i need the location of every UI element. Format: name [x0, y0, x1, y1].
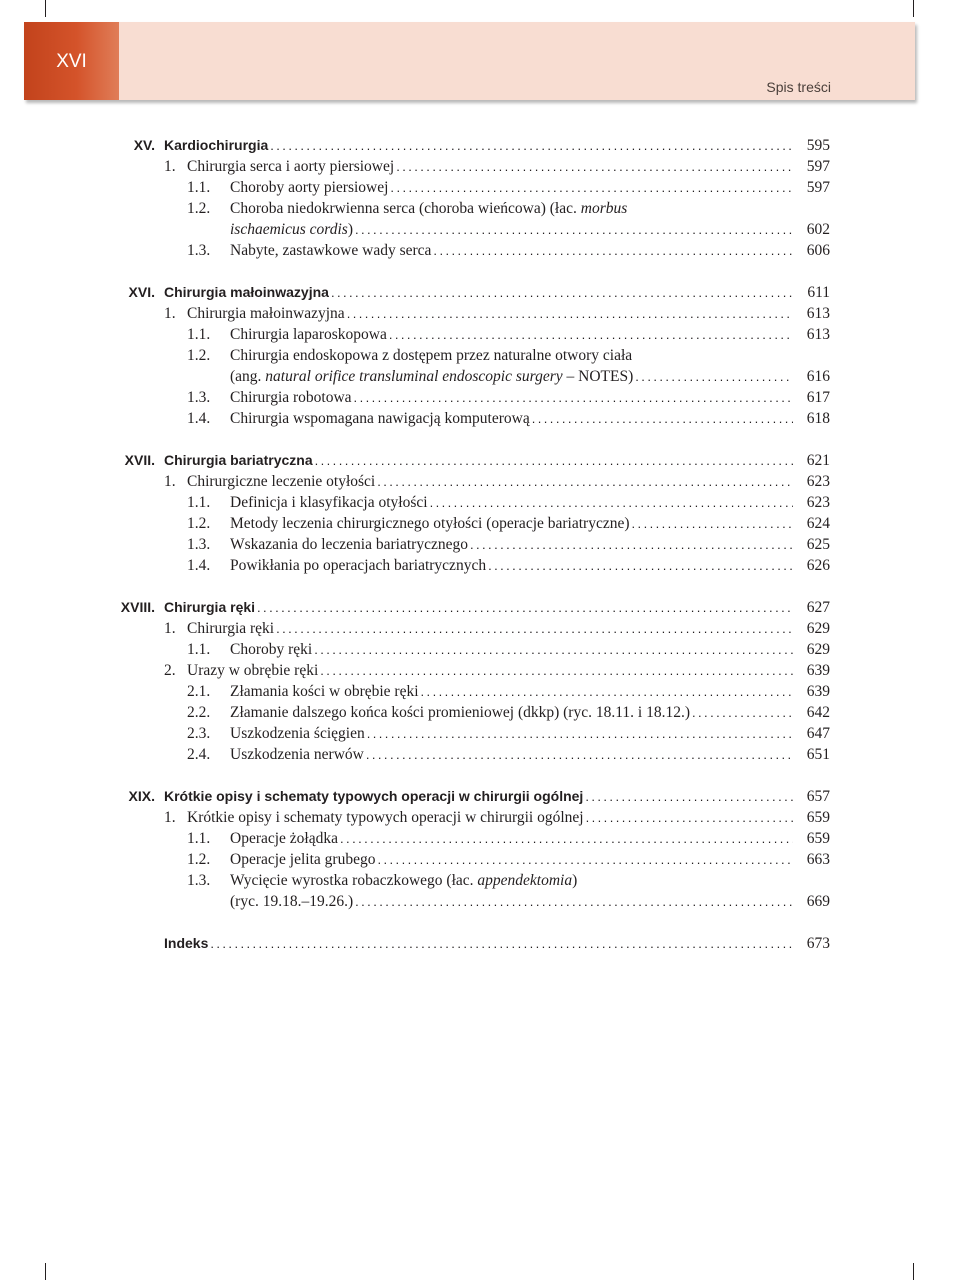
page-ref: 659	[806, 809, 830, 826]
leader-dots	[365, 723, 793, 744]
page-ref: 647	[806, 725, 830, 742]
leader-dots	[329, 282, 793, 303]
toc-subsection[interactable]	[0, 408, 960, 429]
leader-dots	[690, 702, 793, 723]
leader-dots	[630, 513, 793, 534]
leader-dots	[584, 807, 793, 828]
page-ref: 651	[806, 746, 830, 763]
page-ref: 639	[806, 662, 830, 679]
toc-subsection[interactable]	[0, 702, 960, 723]
toc-subsection[interactable]	[0, 492, 960, 513]
leader-dots	[419, 681, 793, 702]
subsection-title: Uszkodzenia ścięgien	[230, 725, 365, 742]
page-ref: 629	[806, 620, 830, 637]
subsection-title: Chirurgia wspomagana nawigacją komputerową	[230, 410, 530, 427]
toc-chapter[interactable]	[0, 135, 960, 156]
page-ref: 623	[806, 494, 830, 511]
page-number: XVI	[56, 51, 87, 72]
section-number: 1.	[164, 305, 176, 322]
chapter-title: Chirurgia małoinwazyjna	[164, 284, 329, 300]
leader-dots	[255, 597, 793, 618]
chapter-title: Chirurgia ręki	[164, 599, 256, 615]
latin-term: morbus	[580, 200, 628, 217]
toc-subsection[interactable]	[0, 849, 960, 870]
page-ref: 642	[806, 704, 830, 721]
page-ref: 597	[806, 158, 830, 175]
chapter-title: Chirurgia bariatryczna	[164, 452, 313, 468]
subsection-number: 1.3.	[187, 872, 211, 889]
subsection-title: Chirurgia robotowa	[230, 389, 352, 406]
subsection-title: Choroby aorty piersiowej	[230, 179, 389, 196]
subsection-number: 2.1.	[187, 683, 211, 700]
subsection-title: Metody leczenia chirurgicznego otyłości (operacje bariatryczne)	[230, 515, 630, 532]
subsection-title: (ang.	[230, 368, 266, 385]
chapter-title: Krótkie opisy i schematy typowych operacji w chirurgii ogólnej	[164, 788, 584, 804]
subsection-title: Chirurgia endoskopowa z dostępem przez naturalne otwory ciała	[230, 347, 633, 364]
page-ref: 626	[806, 557, 830, 574]
subsection-title: Definicja i klasyfikacja otyłości	[230, 494, 428, 511]
toc-section[interactable]	[0, 618, 960, 639]
chapter-number: XVI.	[128, 284, 155, 300]
section-number: 1.	[164, 158, 176, 175]
section-title: Krótkie opisy i schematy typowych operacji w chirurgii ogólnej	[187, 809, 584, 826]
page-ref: 613	[806, 305, 830, 322]
toc-subsection[interactable]	[0, 744, 960, 765]
subsection-title: Operacje żołądka	[230, 830, 339, 847]
leader-dots	[313, 450, 793, 471]
toc-subsection[interactable]	[0, 240, 960, 261]
leader-dots	[268, 135, 793, 156]
leader-dots	[431, 240, 793, 261]
toc-subsection[interactable]	[0, 324, 960, 345]
leader-dots	[375, 471, 793, 492]
toc-section[interactable]	[0, 660, 960, 681]
toc-chapter[interactable]	[0, 450, 960, 471]
subsection-number: 1.2.	[187, 200, 211, 217]
page-ref: 639	[806, 683, 830, 700]
subsection-title: – NOTES)	[562, 368, 634, 385]
toc-subsection[interactable]	[0, 513, 960, 534]
toc-chapter[interactable]	[0, 282, 960, 303]
toc-subsection[interactable]	[0, 723, 960, 744]
leader-dots	[312, 639, 793, 660]
subsection-title: (ryc. 19.18.–19.26.)	[230, 893, 354, 910]
leader-dots	[345, 303, 793, 324]
page-ref: 617	[806, 389, 830, 406]
subsection-number: 1.3.	[187, 242, 211, 259]
leader-dots	[530, 408, 793, 429]
page-ref: 663	[806, 851, 830, 868]
section-title: Urazy w obrębie ręki	[187, 662, 319, 679]
page-ref: 611	[807, 284, 830, 301]
leader-dots	[208, 933, 793, 954]
section-number: 1.	[164, 809, 176, 826]
section-title: Chirurgia małoinwazyjna	[187, 305, 345, 322]
toc-subsection-continued[interactable]	[0, 366, 960, 387]
toc-subsection[interactable]	[0, 177, 960, 198]
subsection-title: Choroba niedokrwienna serca (choroba wieńcowa) (łac.	[230, 200, 581, 217]
page-ref: 613	[806, 326, 830, 343]
subsection-title: Wskazania do leczenia bariatrycznego	[230, 536, 468, 553]
subsection-title: Choroby ręki	[230, 641, 313, 658]
running-title: Spis treści	[766, 79, 831, 95]
page-ref: 669	[806, 893, 830, 910]
leader-dots	[486, 555, 793, 576]
toc-section[interactable]	[0, 303, 960, 324]
section-title: Chirurgia serca i aorty piersiowej	[187, 158, 395, 175]
leader-dots	[375, 849, 793, 870]
subsection-title: Chirurgia laparoskopowa	[230, 326, 387, 343]
chapter-number: XVII.	[124, 452, 155, 468]
page-ref: 659	[806, 830, 830, 847]
leader-dots	[633, 366, 793, 387]
toc-subsection[interactable]	[0, 555, 960, 576]
subsection-number: 1.1.	[187, 326, 211, 343]
subsection-title: Nabyte, zastawkowe wady serca	[230, 242, 432, 259]
page-ref: 673	[806, 935, 830, 952]
toc-chapter[interactable]	[0, 786, 960, 807]
subsection-number: 2.2.	[187, 704, 211, 721]
subsection-number: 1.2.	[187, 347, 211, 364]
leader-dots	[364, 744, 793, 765]
leader-dots	[468, 534, 793, 555]
subsection-number: 2.3.	[187, 725, 211, 742]
page-ref: 629	[806, 641, 830, 658]
toc-subsection[interactable]	[0, 387, 960, 408]
section-title: Chirurgia ręki	[187, 620, 275, 637]
leader-dots	[353, 891, 793, 912]
subsection-title: Uszkodzenia nerwów	[230, 746, 364, 763]
toc-section[interactable]	[0, 807, 960, 828]
toc-section[interactable]	[0, 156, 960, 177]
page-ref: 657	[806, 788, 830, 805]
section-title: Chirurgiczne leczenie otyłości	[187, 473, 376, 490]
chapter-number: XVIII.	[120, 599, 155, 615]
page-ref: 606	[806, 242, 830, 259]
subsection-title: Złamania kości w obrębie ręki	[230, 683, 419, 700]
toc-index[interactable]	[0, 933, 960, 954]
chapter-title: Kardiochirurgia	[164, 137, 269, 153]
leader-dots	[318, 660, 793, 681]
subsection-number: 1.4.	[187, 410, 211, 427]
section-number: 1.	[164, 473, 176, 490]
latin-term: ischaemicus cordis	[230, 221, 348, 238]
leader-dots	[338, 828, 793, 849]
subsection-number: 1.1.	[187, 641, 211, 658]
toc-subsection-continued[interactable]	[0, 891, 960, 912]
chapter-number: XIX.	[128, 788, 155, 804]
page-ref: 602	[806, 221, 830, 238]
subsection-title: )	[572, 872, 578, 889]
toc-subsection[interactable]	[0, 681, 960, 702]
subsection-number: 1.1.	[187, 179, 211, 196]
toc-subsection[interactable]	[0, 870, 960, 891]
subsection-number: 1.4.	[187, 557, 211, 574]
leader-dots	[352, 387, 793, 408]
toc-subsection[interactable]	[0, 345, 960, 366]
leader-dots	[274, 618, 793, 639]
page-ref: 618	[806, 410, 830, 427]
index-title: Indeks	[164, 935, 209, 951]
toc-subsection-continued[interactable]	[0, 219, 960, 240]
subsection-title: Powikłania po operacjach bariatrycznych	[230, 557, 487, 574]
leader-dots	[388, 177, 793, 198]
subsection-number: 1.3.	[187, 389, 211, 406]
toc-section[interactable]	[0, 471, 960, 492]
subsection-number: 1.1.	[187, 494, 211, 511]
subsection-number: 1.3.	[187, 536, 211, 553]
leader-dots	[353, 219, 793, 240]
subsection-number: 1.2.	[187, 851, 211, 868]
page-ref: 621	[806, 452, 830, 469]
page-ref: 595	[806, 137, 830, 154]
subsection-title: Złamanie dalszego końca kości promieniowej (dkkp) (ryc. 18.11. i 18.12.)	[230, 704, 690, 721]
latin-term: appendektomia	[477, 872, 573, 889]
toc-chapter[interactable]	[0, 597, 960, 618]
subsection-title: Wycięcie wyrostka robaczkowego (łac.	[230, 872, 478, 889]
leader-dots	[428, 492, 793, 513]
page-ref: 616	[806, 368, 830, 385]
page-ref: 597	[806, 179, 830, 196]
leader-dots	[387, 324, 793, 345]
toc-subsection[interactable]	[0, 828, 960, 849]
subsection-title: Operacje jelita grubego	[230, 851, 376, 868]
section-number: 2.	[164, 662, 176, 679]
subsection-number: 1.2.	[187, 515, 211, 532]
toc-subsection[interactable]	[0, 198, 960, 219]
toc-subsection[interactable]	[0, 639, 960, 660]
leader-dots	[394, 156, 793, 177]
subsection-number: 2.4.	[187, 746, 211, 763]
toc-subsection[interactable]	[0, 534, 960, 555]
chapter-number: XV.	[133, 137, 155, 153]
page-ref: 627	[806, 599, 830, 616]
page-ref: 623	[806, 473, 830, 490]
leader-dots	[583, 786, 793, 807]
section-number: 1.	[164, 620, 176, 637]
english-term: natural orifice transluminal endoscopic surgery	[265, 368, 563, 385]
subsection-title: )	[347, 221, 353, 238]
page-ref: 625	[806, 536, 830, 553]
page-ref: 624	[806, 515, 830, 532]
subsection-number: 1.1.	[187, 830, 211, 847]
